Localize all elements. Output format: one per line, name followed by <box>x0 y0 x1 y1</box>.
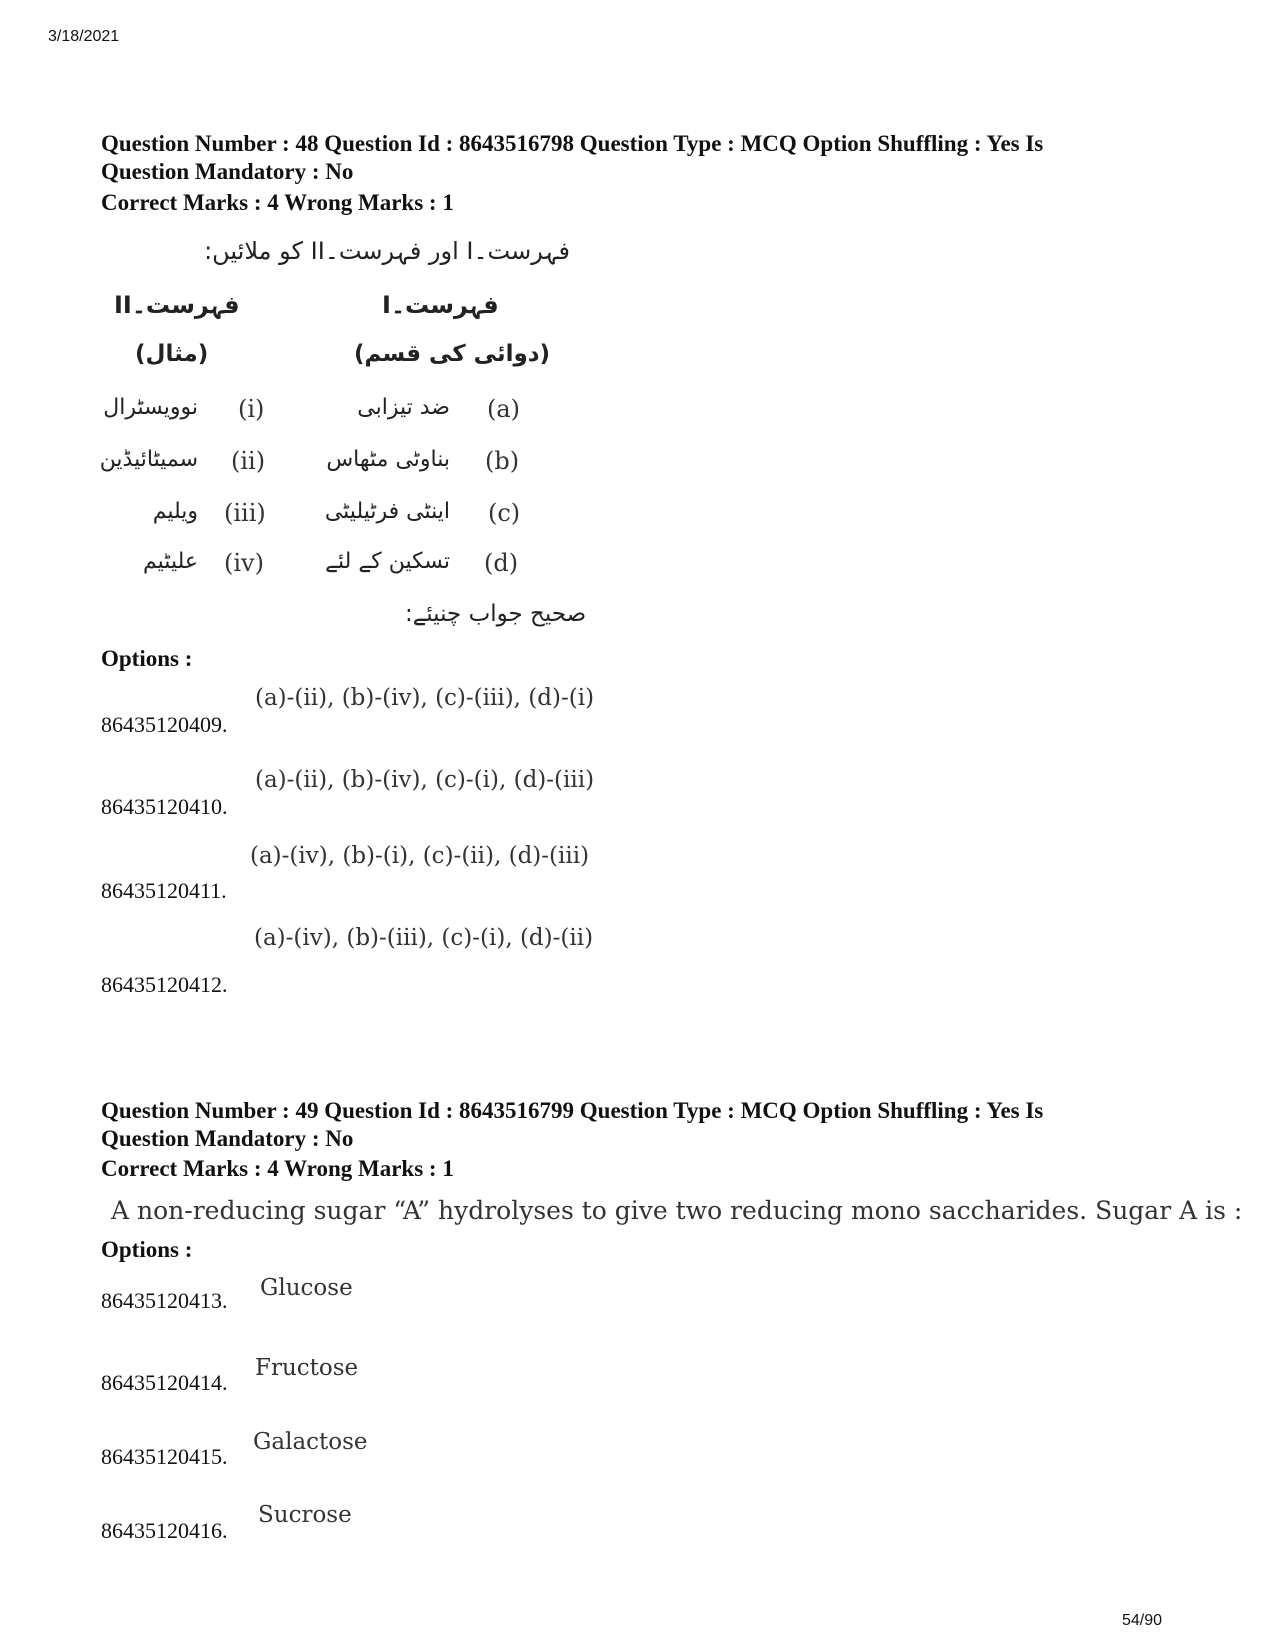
list-2-label: (iv) <box>224 549 264 577</box>
option-text[interactable]: (a)-(ii), (b)-(iv), (c)-(iii), (d)-(i) <box>255 685 595 711</box>
match-instruction: فہرست۔I اور فہرست۔II کو ملائیں: <box>204 237 570 265</box>
list-1-item: ضد تیزابی <box>357 395 450 420</box>
list-1-subtitle: (دوائی کی قسم) <box>354 341 551 367</box>
print-date: 3/18/2021 <box>48 28 120 45</box>
list-2-title: فہرست۔II <box>114 291 240 319</box>
option-text[interactable]: Glucose <box>260 1275 353 1301</box>
list-1-item: اینٹی فرٹیلیٹی <box>324 499 450 524</box>
option-id: 86435120413. <box>101 1288 228 1313</box>
list-2-item: علیٹیم <box>143 549 198 574</box>
question-48-match-table <box>99 235 587 670</box>
list-1-item: بناوٹی مٹھاس <box>326 447 450 472</box>
option-text[interactable]: (a)-(ii), (b)-(iv), (c)-(i), (d)-(iii) <box>255 767 595 793</box>
question-49-marks: Correct Marks : 4 Wrong Marks : 1 <box>101 1156 454 1181</box>
option-id: 86435120411. <box>101 878 227 903</box>
question-48-header: Question Number : 48 Question Id : 8643516798 Question Type : MCQ Option Shuffling : Yes Is Question Mandatory : No <box>101 131 1044 184</box>
list-1-label: (b) <box>485 447 520 475</box>
option-id: 86435120410. <box>101 794 228 819</box>
list-2-label: (i) <box>238 395 265 423</box>
list-1-label: (a) <box>487 395 521 423</box>
list-2-item: نوویسٹرال <box>103 395 198 420</box>
list-2-item: سمیٹائیڈین <box>99 447 198 472</box>
option-id: 86435120415. <box>101 1444 228 1469</box>
option-text[interactable]: Galactose <box>253 1429 368 1455</box>
option-text[interactable]: (a)-(iv), (b)-(i), (c)-(ii), (d)-(iii) <box>250 843 590 869</box>
page-number: 54/90 <box>1121 1612 1162 1629</box>
option-text[interactable]: (a)-(iv), (b)-(iii), (c)-(i), (d)-(ii) <box>254 925 594 951</box>
choose-answer-instruction: صحیح جواب چنیئے: <box>405 601 587 627</box>
question-49-options-label: Options : <box>101 1237 193 1262</box>
question-48-options-label: Options : <box>101 646 193 671</box>
question-49-stem: A non-reducing sugar “A” hydrolyses to give two reducing mono saccharides. Sugar A is : <box>111 1196 1243 1225</box>
list-2-item: ویلیم <box>152 499 198 524</box>
list-1-title: فہرست۔I <box>382 291 499 319</box>
list-2-subtitle: (مثال) <box>135 341 209 367</box>
option-text[interactable]: Sucrose <box>258 1502 352 1528</box>
list-1-item: تسکین کے لئے <box>325 549 450 574</box>
option-id: 86435120409. <box>101 712 228 737</box>
list-2-label: (ii) <box>231 447 266 475</box>
question-48-marks: Correct Marks : 4 Wrong Marks : 1 <box>101 190 454 215</box>
list-1-label: (d) <box>484 549 519 577</box>
question-49-header: Question Number : 49 Question Id : 8643516799 Question Type : MCQ Option Shuffling : Yes Is Question Mandatory : No <box>101 1098 1044 1151</box>
option-id: 86435120416. <box>101 1518 228 1543</box>
list-2-label: (iii) <box>224 499 266 527</box>
option-text[interactable]: Fructose <box>255 1355 359 1381</box>
option-id: 86435120412. <box>101 972 228 997</box>
option-id: 86435120414. <box>101 1370 228 1395</box>
list-1-label: (c) <box>488 499 521 527</box>
